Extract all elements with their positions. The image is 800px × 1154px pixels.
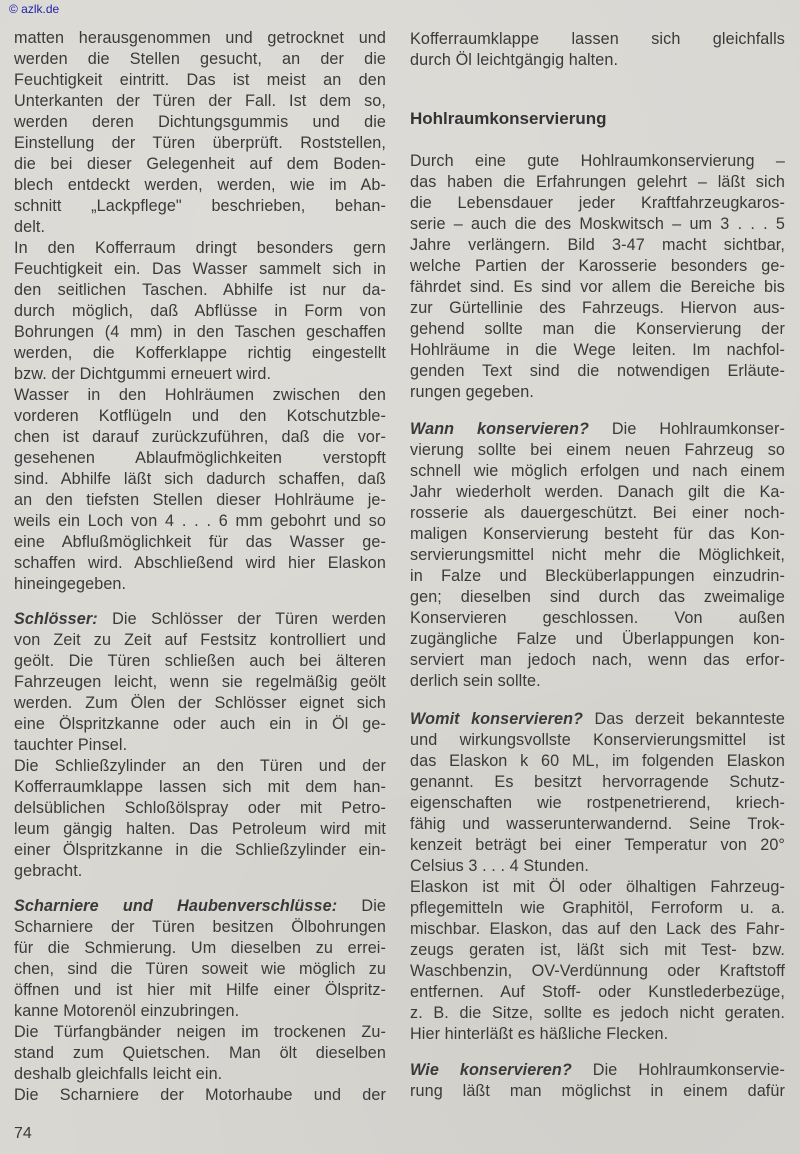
text-line: Scharniere der Türen besitzen Ölbohrungen	[14, 918, 386, 936]
text-line: maligen Konservierung besteht für das Kon-	[410, 525, 785, 543]
text-line: rung läßt man möglichst in einem dafür	[410, 1082, 785, 1100]
text-line: In den Kofferraum dringt besonders gern	[14, 239, 386, 257]
text-line: welche Partien der Karosserie besonders ge-	[410, 257, 785, 275]
text-line: in Falze und Blecküberlappungen einzudrin-	[410, 567, 785, 585]
text-line: serie – auch die des Moskwitsch – um 3 . . . 5	[410, 215, 785, 233]
text-line: schnell wie möglich erfolgen und nach einem	[410, 462, 785, 480]
text-line: entfernen. Auf Stoff- oder Kunstlederbezüge,	[410, 983, 785, 1001]
text-line: fähig und wasserunterwandernd. Seine Trok-	[410, 815, 785, 833]
text-line: schnitt „Lackpflege" beschrieben, behan-	[14, 197, 386, 215]
text-line: Unterkanten der Türen der Fall. Ist dem so,	[14, 92, 386, 110]
text-line: zur Gürtellinie des Fahrzeugs. Hiervon aus-	[410, 299, 785, 317]
text-line: Die Schließzylinder an den Türen und der	[14, 757, 386, 775]
text-line: leum gängig halten. Das Petroleum wird mit	[14, 820, 386, 838]
text-line: Kofferraumklappe lassen sich mit dem han-	[14, 778, 386, 796]
text-line: die bei dieser Gelegenheit auf dem Boden-	[14, 155, 386, 173]
text-line: hineingegeben.	[14, 575, 127, 593]
text-line: genannt. Es besitzt hervorragende Schutz-	[410, 773, 785, 791]
text-line: zugängliche Falze und Überlappungen kon-	[410, 630, 785, 648]
text-line: sind. Abhilfe läßt sich dadurch schaffen, daß	[14, 470, 386, 488]
text-line: bzw. der Dichtgummi erneuert wird.	[14, 365, 272, 383]
text-line: Einstellung der Türen überprüft. Roststellen,	[14, 134, 386, 152]
text-line: pflegemitteln wie Graphitöl, Ferroform u. a.	[410, 899, 785, 917]
section-heading: Hohlraumkonservierung	[410, 109, 607, 128]
text-line: Celsius 3 . . . 4 Stunden.	[410, 857, 589, 875]
text-line	[410, 419, 785, 439]
text-line: einer Ölspritzkanne in die Schließzylinder ein-	[14, 841, 386, 859]
text-line: vierung sollte bei einem neuen Fahrzeug so	[410, 441, 785, 459]
text-line: werden, die Kofferklappe richtig eingestellt	[14, 344, 386, 362]
text-line: an den tiefsten Stellen dieser Hohlräume je-	[14, 491, 386, 509]
text-line: kanne Motorenöl einzubringen.	[14, 1002, 240, 1020]
text-line: Wasser in den Hohlräumen zwischen den	[14, 386, 386, 404]
text-line: Hier hinterläßt es häßliche Flecken.	[410, 1025, 669, 1043]
text-line: Bohrungen (4 mm) in den Taschen geschaffen	[14, 323, 386, 341]
text-line: delsüblichen Schloßölspray oder mit Petro-	[14, 799, 386, 817]
page-number: 74	[14, 1125, 32, 1142]
text-line: öffnen und ist hier mit Hilfe einer Ölspritz-	[14, 981, 386, 999]
copyright-watermark: © azlk.de	[9, 2, 60, 16]
text-line: Kofferraumklappe lassen sich gleichfalls	[410, 30, 785, 48]
text-line: Jahr wiederholt werden. Danach gilt die Ka-	[410, 483, 785, 501]
section-lead: Scharniere und Haubenverschlüsse:	[14, 897, 338, 915]
text-line	[14, 609, 386, 629]
text-line: eigenschaften wie rostpenetrierend, kriech-	[410, 794, 785, 812]
text-line: zeugs geraten ist, läßt sich mit Test- bzw.	[410, 941, 785, 959]
section-lead: Wann konservieren?	[410, 420, 590, 438]
text-line: fährdet sind. Es sind vor allem die Bereiche bis	[410, 278, 785, 296]
text-line: Die Scharniere der Motorhaube und der	[14, 1086, 386, 1104]
text-line: derlich sein sollte.	[410, 672, 541, 690]
text-line: kenzeit beträgt bei einer Temperatur von 20°	[410, 836, 785, 854]
text-line: Elaskon ist mit Öl oder ölhaltigen Fahrzeug-	[410, 878, 785, 896]
text-span: Das derzeit bekannteste	[583, 710, 785, 728]
text-line: geölt. Die Türen schließen auch bei älteren	[14, 652, 386, 670]
text-line: blech entdeckt werden, werden, wie im Ab-	[14, 176, 386, 194]
text-line: eine Abflußmöglichkeit für das Wasser ge-	[14, 533, 386, 551]
text-line: das haben die Erfahrungen gelehrt – läßt sich	[410, 173, 785, 191]
section-lead: Womit konservieren?	[410, 710, 584, 728]
text-line: vorderen Kotflügeln und den Kotschutzble-	[14, 407, 386, 425]
text-line: gen; dieselben sind durch das zweimalige	[410, 588, 785, 606]
text-line: chen ist darauf zurückzuführen, daß die vor-	[14, 428, 386, 446]
text-line: eine Ölspritzkanne oder auch ein in Öl ge-	[14, 715, 386, 733]
text-line: Jahre verlängern. Bild 3-47 macht sichtbar,	[410, 236, 785, 254]
text-span: Die Hohlraumkonservie-	[571, 1061, 785, 1079]
text-line: werden deren Dichtungsgummis und die	[14, 113, 386, 131]
text-line: das Elaskon k 60 ML, im folgenden Elaskon	[410, 752, 785, 770]
text-line: mischbar. Elaskon, das auf den Lack des Fahr-	[410, 920, 785, 938]
text-line: durch Öl leichtgängig halten.	[410, 51, 619, 69]
text-line: Konservieren geschlossen. Von außen	[410, 609, 785, 627]
text-line: werden die Stellen gesucht, an der die	[14, 50, 386, 68]
text-line: schaffen wird. Abschließend wird hier Elaskon	[14, 554, 386, 572]
text-line: tauchter Pinsel.	[14, 736, 128, 754]
text-line: deshalb gleichfalls leicht ein.	[14, 1065, 223, 1083]
section-lead: Schlösser:	[14, 610, 98, 628]
text-line: Hohlräume in die Wege leiten. Im nachfol-	[410, 341, 785, 359]
text-line	[14, 896, 386, 916]
text-line	[410, 1060, 785, 1080]
text-line: Feuchtigkeit ein. Das Wasser sammelt sich in	[14, 260, 386, 278]
text-line: Feuchtigkeit eintritt. Das ist meist an den	[14, 71, 386, 89]
section-lead: Wie konservieren?	[410, 1061, 572, 1079]
text-line: delt.	[14, 218, 46, 236]
text-line: die Lebensdauer jeder Kraftfahrzeugkaros-	[410, 194, 785, 212]
text-line: genden Text sind die notwendigen Erläute-	[410, 362, 785, 380]
text-line: gehend sollte man die Konservierung der	[410, 320, 785, 338]
text-line: werden. Zum Ölen der Schlösser eignet sich	[14, 694, 386, 712]
text-line	[410, 709, 785, 729]
text-span: Die Schlösser der Türen werden	[97, 610, 386, 628]
text-line: chen, sind die Türen soweit wie möglich zu	[14, 960, 386, 978]
text-line: für die Schmierung. Um dieselben zu errei-	[14, 939, 386, 957]
text-span: Die Hohlraumkonser-	[589, 420, 785, 438]
text-span: Die	[337, 897, 386, 915]
text-line: rungen gegeben.	[410, 383, 534, 401]
text-line: und wirkungsvollste Konservierungsmittel ist	[410, 731, 785, 749]
text-line: weils ein Loch von 4 . . . 6 mm gebohrt und so	[14, 512, 386, 530]
text-line: Fahrzeugen leicht, wenn sie regelmäßig geölt	[14, 673, 386, 691]
text-line: stand zum Quietschen. Man ölt dieselben	[14, 1044, 386, 1062]
text-line: von Zeit zu Zeit auf Festsitz kontrolliert und	[14, 631, 386, 649]
text-line: gebracht.	[14, 862, 83, 880]
text-line: Durch eine gute Hohlraumkonservierung –	[410, 152, 785, 170]
text-line: servierungsmittel nicht mehr die Möglichkeit,	[410, 546, 785, 564]
text-line: rosserie als dauergeschützt. Bei einer noch-	[410, 504, 785, 522]
text-line: Die Türfangbänder neigen im trockenen Zu-	[14, 1023, 386, 1041]
text-line: z. B. die Sitze, sollte es jedoch nicht geraten.	[410, 1004, 785, 1022]
text-line: durch möglich, daß Abflüsse in Form von	[14, 302, 386, 320]
text-line: den seitlichen Taschen. Abhilfe ist nur da-	[14, 281, 386, 299]
text-line: gesehenen Ablaufmöglichkeiten verstopft	[14, 449, 386, 467]
text-line: matten herausgenommen und getrocknet und	[14, 29, 386, 47]
text-line: Waschbenzin, OV-Verdünnung oder Kraftstoff	[410, 962, 785, 980]
text-line: serviert man jedoch nach, wenn das erfor-	[410, 651, 785, 669]
